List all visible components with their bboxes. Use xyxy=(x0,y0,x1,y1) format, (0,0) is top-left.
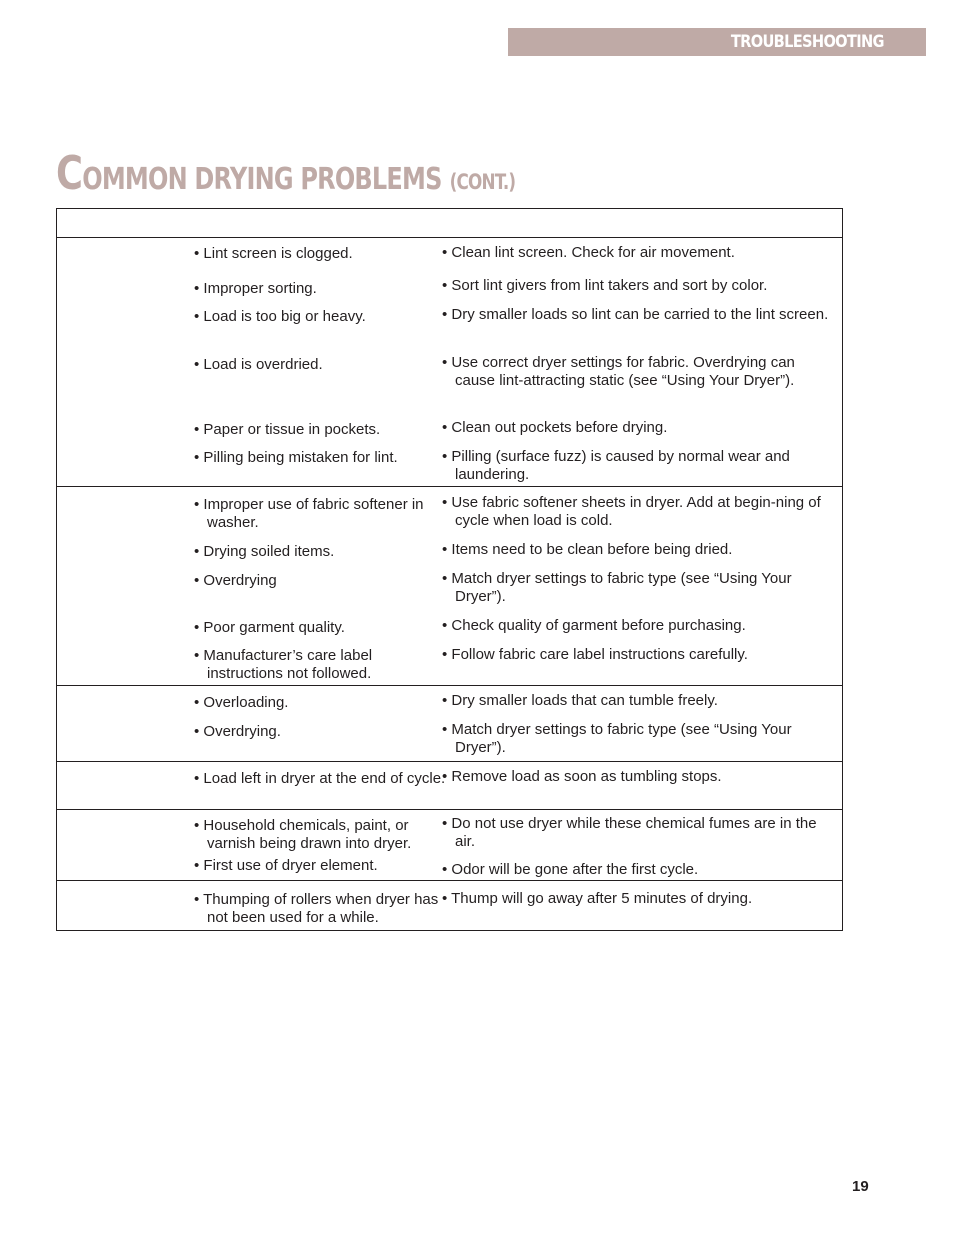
group-divider xyxy=(57,761,842,762)
cause-item: • Load is overdried. xyxy=(194,356,323,373)
cause-item: • Improper sorting. xyxy=(194,280,317,297)
solution-item: • Follow fabric care label instructions carefully. xyxy=(442,646,748,663)
solution-item: • Pilling (surface fuzz) is caused by normal wear and laundering. xyxy=(442,448,790,483)
solution-item: • Items need to be clean before being dried. xyxy=(442,541,733,558)
cause-item: • Thumping of rollers when dryer has not been used for a while. xyxy=(194,891,439,926)
group-divider xyxy=(57,880,842,881)
solution-item: • Clean lint screen. Check for air movement. xyxy=(442,244,735,261)
cause-item: • Load is too big or heavy. xyxy=(194,308,366,325)
solution-item: • Clean out pockets before drying. xyxy=(442,419,668,436)
solution-item: • Check quality of garment before purchasing. xyxy=(442,617,746,634)
group-divider xyxy=(57,486,842,487)
cause-item: • Overdrying. xyxy=(194,723,281,740)
cause-item: • Pilling being mistaken for lint. xyxy=(194,449,398,466)
page-title-text: OMMON DRYING PROBLEMS xyxy=(82,162,442,197)
cause-item: • Poor garment quality. xyxy=(194,619,345,636)
page-title-continued: (CONT.) xyxy=(449,170,516,194)
cause-item: • Load left in dryer at the end of cycle. xyxy=(194,770,446,787)
solution-item: • Remove load as soon as tumbling stops. xyxy=(442,768,722,785)
section-label: TROUBLESHOOTING xyxy=(731,32,884,52)
cause-item: • Drying soiled items. xyxy=(194,543,335,560)
cause-item: • First use of dryer element. xyxy=(194,857,378,874)
solution-item: • Match dryer settings to fabric type (see “Using Your Dryer”). xyxy=(442,570,792,605)
solution-item: • Do not use dryer while these chemical fumes are in the air. xyxy=(442,815,817,850)
page-title xyxy=(56,146,515,200)
cause-item: • Lint screen is clogged. xyxy=(194,245,353,262)
table-header-row xyxy=(57,209,842,238)
cause-item: • Improper use of fabric softener in washer. xyxy=(194,496,424,531)
solution-item: • Match dryer settings to fabric type (see “Using Your Dryer”). xyxy=(442,721,792,756)
solution-item: • Use correct dryer settings for fabric. Overdrying can cause lint-attracting static (see “Using Your Dryer”). xyxy=(442,354,795,389)
cause-item: • Overloading. xyxy=(194,694,289,711)
cause-item: • Manufacturer’s care label instructions not followed. xyxy=(194,647,373,682)
group-divider xyxy=(57,809,842,810)
solution-item: • Dry smaller loads so lint can be carried to the lint screen. xyxy=(442,306,829,323)
solution-item: • Dry smaller loads that can tumble freely. xyxy=(442,692,718,709)
drying-problems-table xyxy=(56,208,843,931)
page-title-initial: C xyxy=(56,146,83,200)
group-divider xyxy=(57,685,842,686)
cause-item: • Overdrying xyxy=(194,572,277,589)
solution-item: • Sort lint givers from lint takers and sort by color. xyxy=(442,277,768,294)
section-header-bar xyxy=(508,28,926,56)
page-number: 19 xyxy=(852,1178,869,1195)
solution-item: • Thump will go away after 5 minutes of drying. xyxy=(442,890,753,907)
cause-item: • Paper or tissue in pockets. xyxy=(194,421,381,438)
solution-item: • Odor will be gone after the first cycle. xyxy=(442,861,699,878)
cause-item: • Household chemicals, paint, or varnish being drawn into dryer. xyxy=(194,817,412,852)
solution-item: • Use fabric softener sheets in dryer. Add at begin-ning of cycle when load is cold. xyxy=(442,494,821,529)
